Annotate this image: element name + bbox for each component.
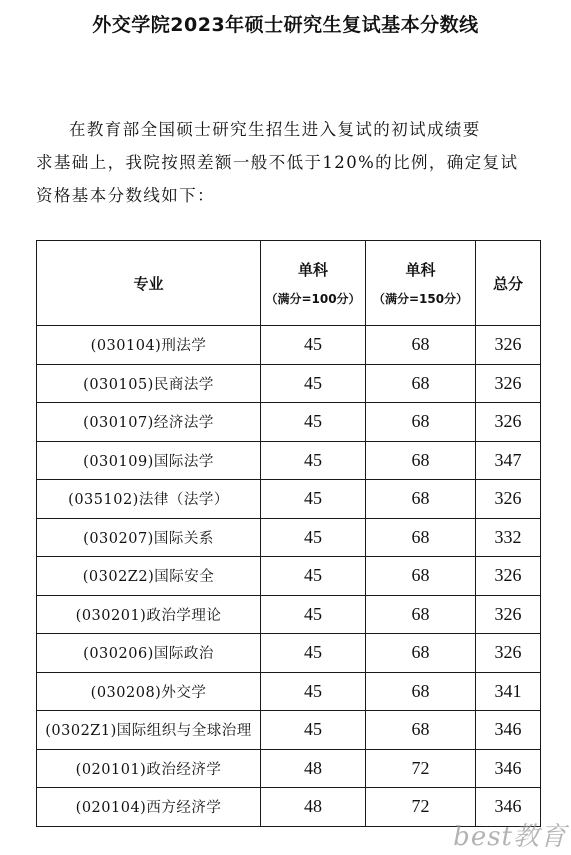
major-cell: (0302Z2)国际安全 <box>37 557 261 596</box>
header-single-150-note: （满分=150分） <box>372 292 469 306</box>
single-150-cell: 68 <box>366 441 476 480</box>
major-cell: (035102)法律（法学） <box>37 480 261 519</box>
intro-line-1: 在教育部全国硕士研究生招生进入复试的初试成绩要 <box>69 120 481 139</box>
total-cell: 326 <box>476 364 541 403</box>
single-150-cell: 68 <box>366 711 476 750</box>
total-cell: 346 <box>476 711 541 750</box>
total-cell: 347 <box>476 441 541 480</box>
single-150-cell: 68 <box>366 403 476 442</box>
single-150-cell: 72 <box>366 749 476 788</box>
major-cell: (020101)政治经济学 <box>37 749 261 788</box>
table-row <box>37 749 541 788</box>
single-150-cell: 68 <box>366 557 476 596</box>
major-cell: (030206)国际政治 <box>37 634 261 673</box>
page-title: 外交学院2023年硕士研究生复试基本分数线 <box>92 14 479 36</box>
table-row <box>37 634 541 673</box>
header-total <box>476 241 541 326</box>
single-150-cell: 68 <box>366 364 476 403</box>
major-cell: (0302Z1)国际组织与全球治理 <box>37 711 261 750</box>
total-cell: 346 <box>476 788 541 827</box>
total-cell: 326 <box>476 634 541 673</box>
header-single-100-label: 单科 <box>297 261 328 279</box>
major-cell: (030207)国际关系 <box>37 518 261 557</box>
table-row <box>37 441 541 480</box>
single-100-cell: 48 <box>261 749 366 788</box>
table-row <box>37 364 541 403</box>
major-cell: (030208)外交学 <box>37 672 261 711</box>
single-100-cell: 45 <box>261 441 366 480</box>
header-single-150 <box>366 241 476 326</box>
total-cell: 326 <box>476 480 541 519</box>
major-cell: (030104)刑法学 <box>37 326 261 365</box>
table-row <box>37 672 541 711</box>
single-100-cell: 45 <box>261 672 366 711</box>
table-row <box>37 595 541 634</box>
single-150-cell: 68 <box>366 518 476 557</box>
header-total-label: 总分 <box>492 274 523 293</box>
single-100-cell: 45 <box>261 634 366 673</box>
table-header-row <box>37 241 541 326</box>
total-cell: 326 <box>476 557 541 596</box>
single-150-cell: 68 <box>366 672 476 711</box>
major-cell: (030105)民商法学 <box>37 364 261 403</box>
watermark-logo: best教育 <box>453 822 567 852</box>
single-100-cell: 45 <box>261 326 366 365</box>
single-150-cell: 72 <box>366 788 476 827</box>
total-cell: 326 <box>476 595 541 634</box>
header-major <box>37 241 261 326</box>
table-row <box>37 403 541 442</box>
header-single-150-label: 单科 <box>405 261 436 279</box>
table-row <box>37 711 541 750</box>
single-150-cell: 68 <box>366 326 476 365</box>
single-150-cell: 68 <box>366 480 476 519</box>
major-cell: (020104)西方经济学 <box>37 788 261 827</box>
intro-paragraph <box>36 113 541 212</box>
single-100-cell: 45 <box>261 711 366 750</box>
total-cell: 326 <box>476 403 541 442</box>
header-major-label: 专业 <box>133 274 164 293</box>
total-cell: 326 <box>476 326 541 365</box>
header-single-100-note: （满分=100分） <box>265 292 361 306</box>
table-row <box>37 557 541 596</box>
total-cell: 341 <box>476 672 541 711</box>
table-row <box>37 518 541 557</box>
single-100-cell: 45 <box>261 480 366 519</box>
single-100-cell: 45 <box>261 403 366 442</box>
major-cell: (030201)政治学理论 <box>37 595 261 634</box>
total-cell: 332 <box>476 518 541 557</box>
intro-line-2: 求基础上，我院按照差额一般不低于120%的比例，确定复试 <box>36 153 519 172</box>
header-single-100 <box>261 241 366 326</box>
single-150-cell: 68 <box>366 634 476 673</box>
score-table <box>36 240 541 827</box>
single-100-cell: 45 <box>261 557 366 596</box>
single-100-cell: 48 <box>261 788 366 827</box>
table-row <box>37 326 541 365</box>
single-150-cell: 68 <box>366 595 476 634</box>
total-cell: 346 <box>476 749 541 788</box>
single-100-cell: 45 <box>261 595 366 634</box>
single-100-cell: 45 <box>261 364 366 403</box>
major-cell: (030107)经济法学 <box>37 403 261 442</box>
single-100-cell: 45 <box>261 518 366 557</box>
major-cell: (030109)国际法学 <box>37 441 261 480</box>
intro-line-3: 资格基本分数线如下： <box>36 186 215 205</box>
table-row <box>37 480 541 519</box>
